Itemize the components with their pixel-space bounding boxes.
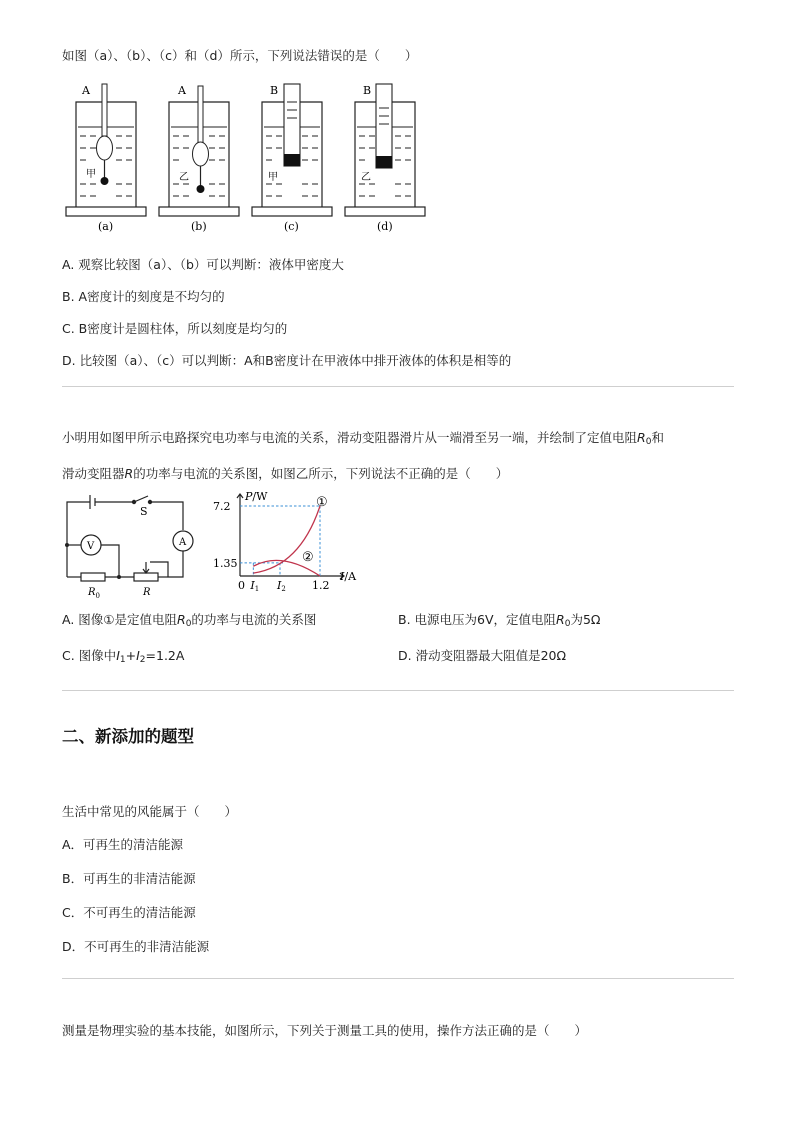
q2-stem-line1: 小明用如图甲所示电路探究电功率与电流的关系，滑动变阻器滑片从一端滑至另一端，并绘制了定值电阻$R_0$和: [62, 430, 664, 447]
q3-option-c[interactable]: C．不可再生的清洁能源: [62, 905, 196, 920]
x-tick-i1: I1: [250, 579, 260, 593]
figure-a-caption: (a): [98, 220, 114, 233]
q3-stem: 生活中常见的风能属于（ ）: [62, 804, 238, 819]
divider: [62, 690, 734, 691]
figure-d-liquid: 乙: [361, 172, 371, 183]
q1-stem: 如图（a）、（b）、（c）和（d）所示，下列说法错误的是（ ）: [62, 48, 418, 63]
circuit-switch-label: S: [140, 505, 148, 518]
q2-power-current-chart: [210, 488, 366, 606]
q1-option-b[interactable]: B. A密度计的刻度是不均匀的: [62, 289, 225, 304]
x-tick-1-2: 1.2: [312, 579, 330, 592]
q1-option-d[interactable]: D. 比较图（a）、（c）可以判断：A和B密度计在甲液体中排开液体的体积是相等的: [62, 353, 512, 368]
q2-option-c[interactable]: C. 图像中$I_1+I_2=1.2A$: [62, 648, 185, 665]
figure-c-meter: B: [270, 84, 279, 97]
figure-b-meter: A: [178, 84, 186, 97]
figure-c-caption: (c): [284, 220, 299, 233]
q2-circuit-diagram: [62, 492, 198, 604]
r0-label: $R_0$: [88, 587, 100, 600]
figure-c-liquid: 甲: [268, 172, 278, 183]
divider: [62, 978, 734, 979]
figure-b-caption: (b): [191, 220, 207, 233]
q4-stem: 测量是物理实验的基本技能，如图所示，下列关于测量工具的使用，操作方法正确的是（ ）: [62, 1023, 588, 1038]
x-axis-label: I/A: [340, 570, 357, 583]
q1-option-a[interactable]: A. 观察比较图（a）、（b）可以判断：液体甲密度大: [62, 257, 344, 272]
q1-option-c[interactable]: C. B密度计是圆柱体，所以刻度是均匀的: [62, 321, 288, 336]
voltmeter-label: V: [87, 541, 95, 552]
figure-a: [66, 82, 146, 234]
figure-d-caption: (d): [377, 220, 393, 233]
x-tick-0: 0: [238, 579, 245, 592]
x-tick-i2: I2: [277, 579, 286, 593]
figure-a-liquid: 甲: [86, 169, 96, 180]
figure-a-meter: A: [82, 84, 90, 97]
q2-stem-line2: 滑动变阻器R的功率与电流的关系图，如图乙所示，下列说法不正确的是（ ）: [62, 466, 509, 481]
series-2-label: ②: [302, 549, 314, 565]
y-tick-1-35: 1.35: [213, 556, 238, 570]
y-axis-label: P/W: [245, 490, 268, 503]
r-label: R: [143, 587, 151, 598]
q3-option-b[interactable]: B．可再生的非清洁能源: [62, 871, 196, 886]
q3-option-d[interactable]: D．不可再生的非清洁能源: [62, 939, 210, 954]
y-tick-7-2: 7.2: [213, 500, 231, 513]
q2-option-b[interactable]: B. 电源电压为6V，定值电阻$R_0$为5Ω: [398, 612, 601, 629]
figure-c: [252, 82, 332, 234]
q2-option-a[interactable]: A. 图像①是定值电阻$R_0$的功率与电流的关系图: [62, 612, 317, 629]
figure-d: [345, 82, 425, 234]
section-title: 二、新添加的题型: [62, 727, 194, 746]
figure-b-liquid: 乙: [179, 172, 189, 183]
q2-option-d[interactable]: D. 滑动变阻器最大阻值是20Ω: [398, 648, 567, 663]
ammeter-label: A: [179, 537, 187, 548]
q3-option-a[interactable]: A．可再生的清洁能源: [62, 837, 184, 852]
series-1-label: ①: [316, 495, 328, 510]
figure-d-meter: B: [363, 84, 372, 97]
figure-b: [159, 82, 239, 234]
divider: [62, 386, 734, 387]
